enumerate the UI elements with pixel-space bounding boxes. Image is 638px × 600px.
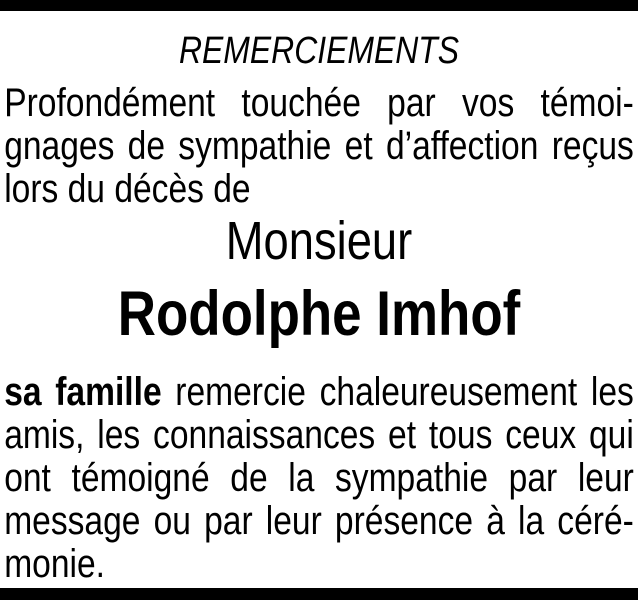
thanks-line-2: amis, les connaissances et tous ceux qui	[4, 413, 634, 457]
thanks-paragraph	[4, 371, 634, 586]
deceased-name: Rodolphe Imhof	[117, 279, 521, 349]
notice-content	[0, 11, 638, 586]
thanks-line-1	[4, 371, 634, 414]
thanks-line-1-rest: remercie chaleureusement les	[161, 370, 634, 414]
top-border-rule	[0, 0, 638, 11]
intro-line-2: gnages de sympathie et d’affection reçus	[4, 124, 634, 168]
notice-title: REMERCIEMENTS	[178, 30, 460, 72]
intro-paragraph	[4, 82, 634, 211]
bottom-border-rule	[0, 588, 638, 600]
thanks-line-4: message ou par leur présence à la céré-	[4, 499, 634, 543]
salutation-monsieur: Monsieur	[225, 211, 413, 271]
family-bold-run: sa famille	[4, 370, 162, 414]
intro-line-3: lors du décès de	[4, 167, 251, 211]
thanks-line-3: ont témoigné de la sympathie par leur	[4, 456, 634, 500]
thanks-line-5: monie.	[4, 542, 105, 586]
intro-line-1: Profondément touchée par vos témoi-	[4, 81, 634, 125]
